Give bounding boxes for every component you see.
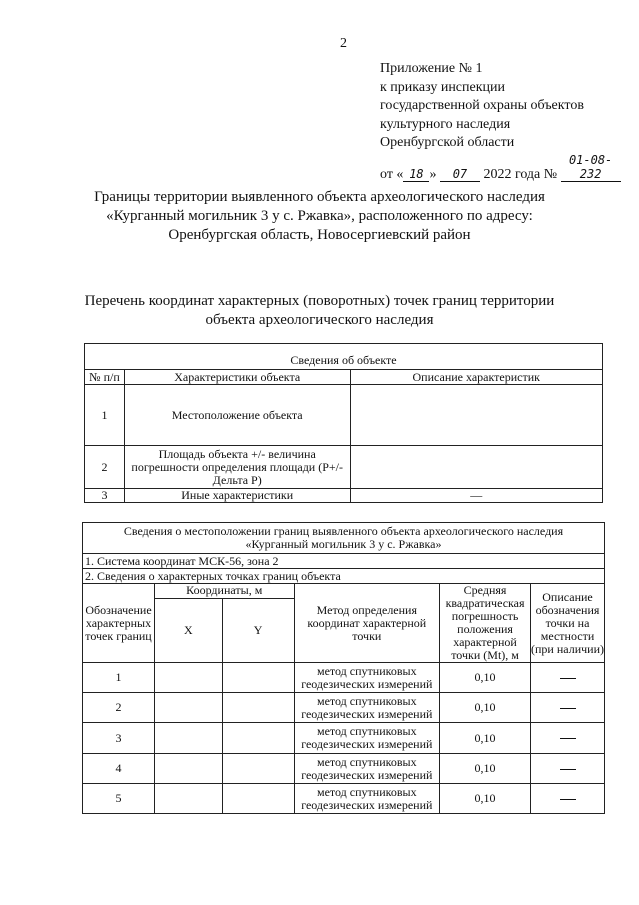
title-line3: Оренбургская область, Новосергиевский район: [168, 227, 471, 243]
point-description: [531, 663, 605, 693]
point-id: 3: [83, 723, 155, 754]
point-y: [222, 754, 294, 784]
col-header-characteristic: Характеристики объекта: [124, 370, 350, 385]
appendix-line2: к приказу инспекции: [380, 79, 506, 95]
object-table-heading: Сведения об объекте: [85, 344, 603, 370]
point-method: метод спутниковых геодезических измерений: [294, 693, 440, 723]
row-num: 1: [85, 385, 125, 446]
point-error: 0,10: [440, 723, 531, 754]
coords-heading-line2: «Курганный могильник 3 у с. Ржавка»: [245, 537, 442, 551]
point-x: [154, 723, 222, 754]
point-error: 0,10: [440, 663, 531, 693]
dash-mark: [560, 708, 576, 709]
point-error: 0,10: [440, 784, 531, 814]
date-month-handwritten: 07: [440, 167, 480, 182]
point-y: [222, 723, 294, 754]
row-num: 2: [85, 446, 125, 489]
col-header-coordinates: Координаты, м: [154, 584, 294, 599]
subtitle-line2: объекта археологического наследия: [205, 312, 434, 328]
object-info-table: [84, 343, 603, 503]
appendix-line5: Оренбургской области: [380, 135, 515, 151]
appendix-header: [380, 60, 621, 185]
coordinate-system: 1. Система координат МСК-56, зона 2: [83, 554, 605, 569]
page-number: 2: [340, 36, 347, 51]
row-description: [350, 385, 603, 446]
point-method: метод спутниковых геодезических измерений: [294, 663, 440, 693]
point-id: 1: [83, 663, 155, 693]
dash-mark: [560, 799, 576, 800]
table-row: [83, 723, 605, 754]
point-id: 4: [83, 754, 155, 784]
appendix-line4: культурного наследия: [380, 116, 511, 132]
point-x: [154, 754, 222, 784]
dash-mark: [560, 769, 576, 770]
points-heading: 2. Сведения о характерных точках границ объекта: [83, 569, 605, 584]
order-number-handwritten: 01-08-232: [561, 153, 621, 182]
table-row: [85, 489, 603, 503]
title-line1: Границы территории выявленного объекта археологического наследия: [94, 189, 545, 205]
title-line2: «Курганный могильник 3 у с. Ржавка», расположенного по адресу:: [106, 208, 533, 224]
document-title: [0, 188, 639, 245]
point-method: метод спутниковых геодезических измерений: [294, 754, 440, 784]
coordinates-table: [82, 522, 605, 814]
dash-mark: [560, 678, 576, 679]
date-mid: »: [429, 166, 437, 182]
row-characteristic: Площадь объекта +/- величина погрешности определения площади (P+/- Дельта P): [124, 446, 350, 489]
col-header-y: Y: [222, 598, 294, 662]
point-description: [531, 723, 605, 754]
table-row: [83, 784, 605, 814]
appendix-line1: Приложение № 1: [380, 61, 483, 76]
col-header-description: Описание характеристик: [350, 370, 603, 385]
point-x: [154, 784, 222, 814]
table-row: [83, 693, 605, 723]
point-description: [531, 784, 605, 814]
row-description: —: [350, 489, 603, 503]
table-row: [85, 446, 603, 489]
point-y: [222, 784, 294, 814]
row-description: [350, 446, 603, 489]
col-header-x: X: [154, 598, 222, 662]
table-row: [83, 754, 605, 784]
point-id: 5: [83, 784, 155, 814]
row-characteristic: Местоположение объекта: [124, 385, 350, 446]
point-description: [531, 754, 605, 784]
date-day-handwritten: 18: [403, 167, 429, 182]
table-row: [85, 385, 603, 446]
col-header-error: Средняя квадратическая погрешность положения характерной точки (Mt), м: [440, 584, 531, 663]
point-x: [154, 663, 222, 693]
point-method: метод спутниковых геодезических измерений: [294, 723, 440, 754]
col-header-num: № п/п: [85, 370, 125, 385]
appendix-line3: государственной охраны объектов: [380, 98, 584, 114]
col-header-point-description: Описание обозначения точки на местности (при наличии): [531, 584, 605, 663]
dash-mark: [560, 738, 576, 739]
document-subtitle: [0, 292, 639, 330]
point-x: [154, 693, 222, 723]
subtitle-line1: Перечень координат характерных (поворотных) точек границ территории: [84, 293, 555, 309]
point-y: [222, 693, 294, 723]
coords-table-heading: [83, 523, 605, 554]
point-error: 0,10: [440, 754, 531, 784]
point-y: [222, 663, 294, 693]
date-year: 2022 года №: [483, 166, 558, 182]
appendix-date: [380, 153, 621, 185]
point-method: метод спутниковых геодезических измерений: [294, 784, 440, 814]
coords-heading-line1: Сведения о местоположении границ выявленного объекта археологического наследия: [123, 524, 564, 538]
col-header-method: Метод определения координат характерной точки: [294, 584, 440, 663]
date-prefix: от «: [380, 166, 404, 182]
point-id: 2: [83, 693, 155, 723]
col-header-designation: Обозначение характерных точек границ: [83, 584, 155, 663]
table-row: [83, 663, 605, 693]
point-error: 0,10: [440, 693, 531, 723]
point-description: [531, 693, 605, 723]
row-num: 3: [85, 489, 125, 503]
row-characteristic: Иные характеристики: [124, 489, 350, 503]
